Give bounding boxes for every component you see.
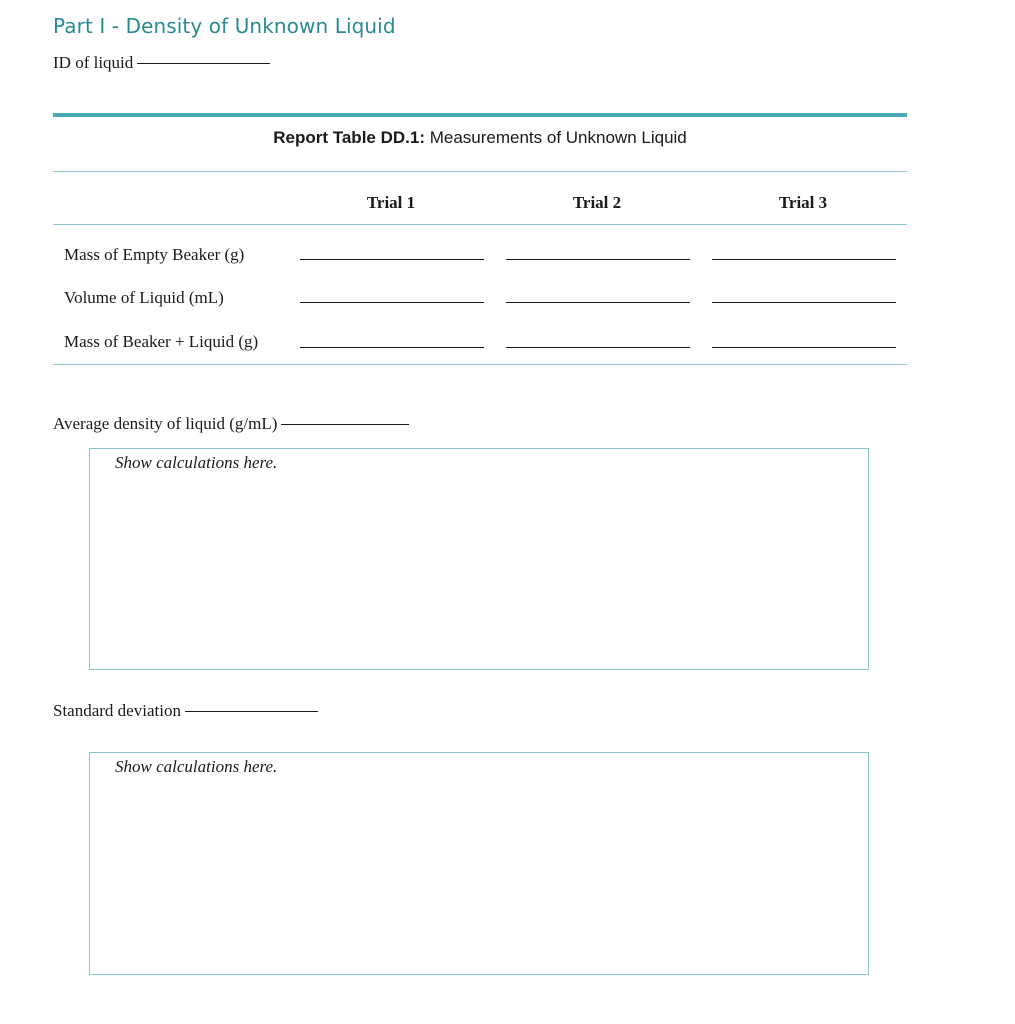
standard-deviation-label: Standard deviation	[53, 701, 181, 720]
id-of-liquid-label: ID of liquid	[53, 53, 134, 72]
table-caption-label: Report Table DD.1:	[273, 128, 425, 147]
id-of-liquid-blank[interactable]	[137, 62, 270, 64]
calculation-hint: Show calculations here.	[115, 757, 278, 776]
column-header-trial-1: Trial 1	[366, 193, 416, 212]
blank-volume-of-liquid-trial-3[interactable]	[712, 302, 896, 303]
table-caption-text: Measurements of Unknown Liquid	[425, 128, 687, 147]
row-label-mass-beaker-liquid: Mass of Beaker + Liquid (g)	[64, 332, 259, 351]
average-density-field	[53, 414, 409, 434]
table-bottom-rule	[53, 364, 907, 365]
blank-mass-empty-beaker-trial-2[interactable]	[506, 259, 690, 260]
standard-deviation-field	[53, 701, 318, 721]
blank-volume-of-liquid-trial-1[interactable]	[300, 302, 484, 303]
standard-deviation-calculation-box[interactable]	[89, 752, 869, 975]
id-of-liquid-field	[53, 53, 270, 73]
blank-mass-beaker-liquid-trial-2[interactable]	[506, 347, 690, 348]
row-label-mass-empty-beaker: Mass of Empty Beaker (g)	[64, 245, 245, 264]
blank-volume-of-liquid-trial-2[interactable]	[506, 302, 690, 303]
row-label-volume-of-liquid: Volume of Liquid (mL)	[64, 288, 224, 307]
blank-mass-empty-beaker-trial-3[interactable]	[712, 259, 896, 260]
blank-mass-beaker-liquid-trial-1[interactable]	[300, 347, 484, 348]
table-caption	[53, 128, 907, 148]
column-header-trial-2: Trial 2	[572, 193, 622, 212]
column-header-trial-3: Trial 3	[778, 193, 828, 212]
average-density-blank[interactable]	[281, 423, 409, 425]
blank-mass-beaker-liquid-trial-3[interactable]	[712, 347, 896, 348]
section-title: Part I - Density of Unknown Liquid	[53, 14, 396, 38]
table-top-rule	[53, 113, 907, 117]
standard-deviation-blank[interactable]	[185, 710, 318, 712]
table-caption-rule	[53, 171, 907, 172]
calculation-hint: Show calculations here.	[115, 453, 278, 472]
average-density-label: Average density of liquid (g/mL)	[53, 414, 278, 433]
average-density-calculation-box[interactable]	[89, 448, 869, 670]
table-header-rule	[53, 224, 907, 225]
blank-mass-empty-beaker-trial-1[interactable]	[300, 259, 484, 260]
report-table	[53, 113, 907, 366]
